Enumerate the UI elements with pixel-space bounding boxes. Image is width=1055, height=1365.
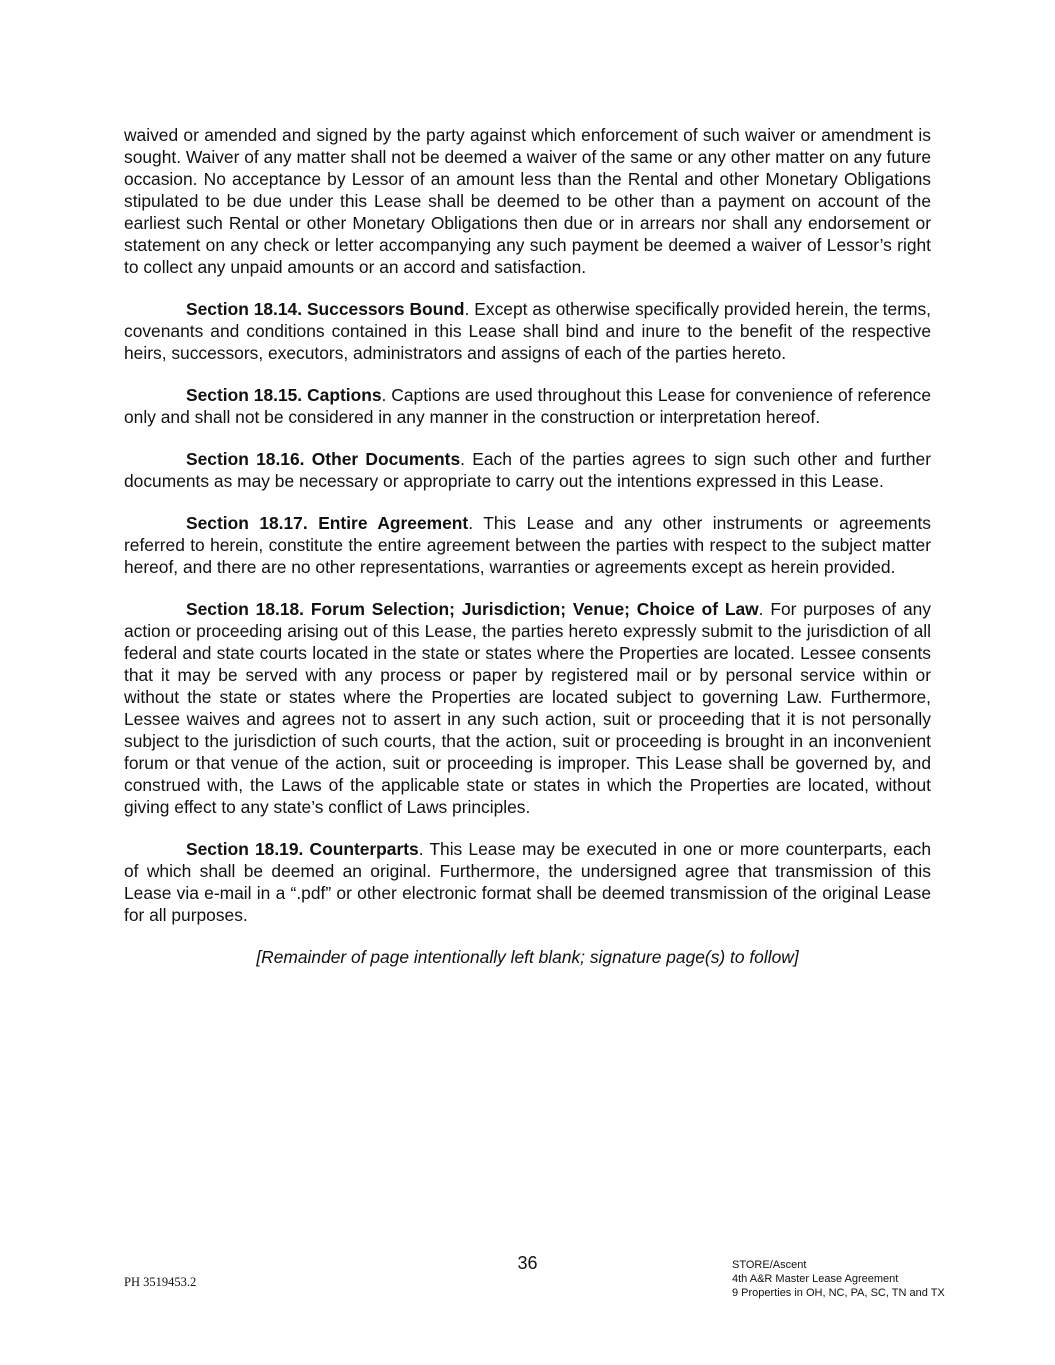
section-18-17 (124, 512, 931, 578)
section-body: . For purposes of any action or proceeding arising out of this Lease, the parties hereto expressly submit to the jurisdiction of all federal and state courts located in the state or states where the Properties are located. Lessee consents that it may be served with any process or paper by registered mail or by personal service within or without the state or states where the Properties are located subject to governing Law. Furthermore, Lessee waives and agrees not to assert in any such action, suit or proceeding that it is not personally subject to the jurisdiction of such courts, that the action, suit or proceeding is brought in an inconvenient forum or that venue of the action, suit or proceeding is improper. This Lease shall be governed by, and construed with, the Laws of the applicable state or states in which the Properties are located, without giving effect to any state’s conflict of Laws principles. (124, 599, 931, 817)
section-body: . Captions are used throughout this Lease for convenience of reference only and shall not be considered in any manner in the construction or interpretation hereof. (124, 385, 931, 427)
footer-line: STORE/Ascent (732, 1259, 807, 1271)
document-body (124, 124, 931, 988)
section-heading: Section 18.15. Captions (186, 385, 382, 405)
section-heading: Section 18.16. Other Documents (186, 449, 461, 469)
section-body: . This Lease may be executed in one or more counterparts, each of which shall be deemed an original. Furthermore, the undersigned agree that transmission of this Lease via e-mail in a “.pdf” or other electronic format shall be deemed transmission of the original Lease for all purposes. (124, 839, 931, 925)
section-18-16 (124, 448, 931, 492)
page-number: 36 (517, 1253, 538, 1273)
section-heading: Section 18.17. Entire Agreement (186, 513, 469, 533)
section-heading: Section 18.19. Counterparts (186, 839, 419, 859)
footer-line: 9 Properties in OH, NC, PA, SC, TN and TX (732, 1287, 945, 1299)
section-18-18 (124, 598, 931, 818)
section-body: . Except as otherwise specifically provided herein, the terms, covenants and conditions contained in this Lease shall bind and inure to the benefit of the respective heirs, successors, executors, administrators and assigns of each of the parties hereto. (124, 299, 931, 363)
section-heading: Section 18.18. Forum Selection; Jurisdiction; Venue; Choice of Law (186, 599, 759, 619)
section-body: . Each of the parties agrees to sign such other and further documents as may be necessary or appropriate to carry out the intentions expressed in this Lease. (124, 449, 931, 491)
document-id: PH 3519453.2 (124, 1275, 197, 1289)
closing-note: [Remainder of page intentionally left blank; signature page(s) to follow] (256, 947, 799, 967)
section-18-14 (124, 298, 931, 364)
section-heading: Section 18.14. Successors Bound (186, 299, 465, 319)
continuation-paragraph: waived or amended and signed by the party against which enforcement of such waiver or amendment is sought. Waiver of any matter shall not be deemed a waiver of the same or any other matter on any future occasion. No acceptance by Lessor of an amount less than the Rental and other Monetary Obligations stipulated to be due under this Lease shall be deemed to be other than a payment on account of the earliest such Rental or other Monetary Obligations then due or in arrears nor shall any endorsement or statement on any check or letter accompanying any such payment be deemed a waiver of Lessor’s right to collect any unpaid amounts or an accord and satisfaction. (124, 125, 931, 277)
section-18-19 (124, 838, 931, 926)
footer-info (732, 1258, 945, 1300)
section-18-15 (124, 384, 931, 428)
section-body: . This Lease and any other instruments or agreements referred to herein, constitute the entire agreement between the parties with respect to the subject matter hereof, and there are no other representations, warranties or agreements except as herein provided. (124, 513, 931, 577)
footer-line: 4th A&R Master Lease Agreement (732, 1273, 899, 1285)
